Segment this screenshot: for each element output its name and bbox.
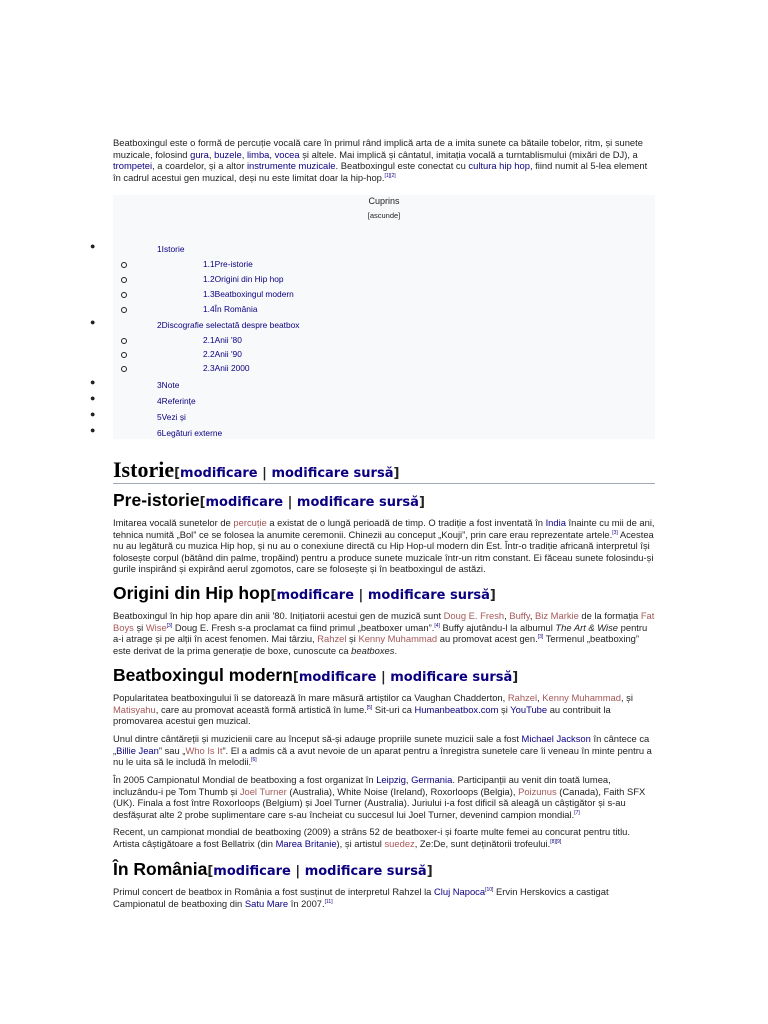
text: și: [346, 633, 359, 645]
text: , și: [620, 692, 633, 703]
toc-item-origini[interactable]: [203, 274, 284, 284]
paragraph-origini: [113, 610, 655, 656]
toc-number: 2.2: [203, 349, 215, 359]
toc-toggle[interactable]: [ascunde]: [367, 211, 401, 220]
edit-source-link[interactable]: modificare sursă: [390, 670, 513, 685]
text: ”. El a admis că a avut nevoie de un aparat pentru a înregistra sunetele care îi veneau în minte pentru a nu le uita să le includă în melodii.: [113, 744, 652, 768]
text: ), și artistul: [336, 837, 385, 849]
text: au promovat acest gen.: [437, 633, 538, 645]
toc-link[interactable]: Pre-istorie: [214, 259, 253, 269]
link-cluj-napoca[interactable]: Cluj Napoca: [434, 886, 486, 897]
toc-number: 3: [157, 380, 162, 390]
text: , fiind numit al 5-lea element în cadrul acestui gen muzical, deși nu este limitat doar la hip-hop.: [113, 160, 648, 183]
text: Imitarea vocală sunetelor de: [113, 517, 234, 528]
heading-divider: [113, 483, 655, 484]
reference[interactable]: [8][9]: [550, 838, 562, 845]
italic-term: beatboxes: [351, 644, 395, 656]
paragraph-modern-2: [113, 733, 655, 768]
separator: |: [354, 588, 368, 603]
link-satu-mare[interactable]: Satu Mare: [244, 897, 289, 909]
separator: |: [257, 466, 272, 481]
link-humanbeatbox[interactable]: Humanbeatbox.com: [414, 703, 499, 715]
edit-section: [293, 670, 518, 685]
bullet-icon: ●: [90, 377, 96, 387]
link-matisyahu[interactable]: Matisyahu: [113, 703, 156, 715]
link-rahzel[interactable]: Rahzel: [317, 633, 347, 645]
link-who-is-it[interactable]: Who Is It: [185, 744, 223, 756]
bracket: [: [292, 670, 299, 685]
circle-bullet-icon: [121, 262, 127, 268]
text: , Ze:De, sunt deținătorii trofeului.: [414, 837, 551, 849]
toc-number: 6: [157, 428, 162, 438]
bullet-icon: ●: [90, 317, 96, 327]
toc-number: 1: [157, 244, 162, 254]
edit-source-link[interactable]: modificare sursă: [367, 588, 490, 603]
toc-link[interactable]: Istorie: [161, 244, 185, 254]
reference[interactable]: [7]: [574, 809, 580, 816]
text: . Participanții au venit din toată lumea, incluzându-i pe Tom Thumb și: [113, 774, 611, 797]
circle-bullet-icon: [121, 277, 127, 283]
heading-beatboxingul-modern: [113, 664, 518, 689]
album-title: The Art & Wise: [555, 621, 619, 633]
link-joel-turner[interactable]: Joel Turner: [239, 785, 287, 797]
toc-link[interactable]: Referințe: [161, 396, 196, 406]
reference[interactable]: [3]: [166, 622, 173, 629]
link-gura[interactable]: gura: [190, 148, 209, 160]
text: ,: [208, 148, 215, 160]
link-fat-boys[interactable]: Fat Boys: [113, 610, 655, 633]
toc-item-modern[interactable]: [203, 289, 294, 299]
heading-origini: [113, 582, 496, 607]
circle-bullet-icon: [121, 307, 127, 313]
circle-bullet-icon: [121, 292, 127, 298]
link-youtube[interactable]: YouTube: [510, 703, 548, 715]
toc-item-note[interactable]: [157, 380, 179, 390]
text: ,: [537, 692, 543, 703]
bracket: ]: [512, 670, 519, 685]
text: . Beatboxingul este conectat cu: [335, 160, 469, 172]
intro-paragraph: [113, 137, 655, 183]
text: Unul dintre cântăreții și muzicienii care au început să-și adauge propriile sunete muzicii sale a fost: [113, 733, 522, 744]
toc-number: 1.2: [203, 274, 215, 284]
bracket: [: [207, 864, 214, 879]
text: ,: [529, 610, 536, 621]
toc-number: 1.3: [203, 289, 215, 299]
text: .: [394, 644, 398, 656]
edit-source-link[interactable]: modificare sursă: [304, 864, 427, 879]
separator: |: [283, 495, 297, 510]
toc-item-discografie[interactable]: [157, 320, 299, 330]
paragraph-romania: [113, 886, 655, 909]
text: a existat de o lungă perioadă de timp. O tradiție a fost inventată în: [266, 517, 546, 528]
circle-bullet-icon: [121, 338, 127, 344]
text: Primul concert de beatbox in România a fost susținut de interpretul Rahzel la: [113, 886, 435, 897]
text: ” sau „: [158, 744, 186, 756]
text: în 2007.: [288, 897, 325, 909]
text: pentru a-i atrage și pe alții în acest fenomen. Mai târziu,: [113, 621, 648, 645]
edit-source-link[interactable]: modificare sursă: [296, 495, 419, 510]
link-biz-markie[interactable]: Biz Markie: [535, 610, 579, 621]
bracket: [: [174, 466, 181, 481]
text: și: [133, 621, 146, 633]
edit-link[interactable]: modificare: [298, 670, 377, 685]
link-kenny-muhammad[interactable]: Kenny Muhammad: [542, 692, 621, 703]
text: au contribuit la promovarea acestui gen muzical.: [113, 703, 611, 727]
bracket: [: [270, 588, 277, 603]
text: și: [498, 703, 511, 715]
text: Ervin Herskovics a castigat Campionatul de beatboxing din: [113, 886, 609, 909]
text: în cântece ca „: [113, 733, 650, 756]
link-vocea[interactable]: vocea: [274, 148, 300, 160]
link-poizunus[interactable]: Poizunus: [518, 785, 557, 797]
text: Beatboxingul în hip hop apare din anii '80. Inițiatorii acestui gen de muzică sunt: [113, 610, 444, 621]
edit-section: [174, 466, 399, 481]
circle-bullet-icon: [121, 352, 127, 358]
text: Sit-uri ca: [372, 703, 415, 715]
toc-item-vezi-si[interactable]: [157, 412, 186, 422]
toc-item-legaturi-externe[interactable]: [157, 428, 222, 438]
toc-title: Cuprins: [368, 196, 400, 206]
heading-pre-istorie: [113, 489, 425, 514]
link-buzele[interactable]: buzele: [214, 148, 242, 160]
toc-link[interactable]: Anii '90: [214, 349, 242, 359]
toc-link[interactable]: Anii 2000: [214, 363, 250, 373]
toc-number: 5: [157, 412, 162, 422]
text: și altele. Mai implică și cântatul, imitația vocală a turntablismului (mixări de DJ), a: [299, 148, 638, 160]
bracket: ]: [393, 466, 400, 481]
toc-link[interactable]: Legături externe: [161, 428, 223, 438]
toc-link[interactable]: Origini din Hip hop: [214, 274, 284, 284]
link-kenny-muhammad[interactable]: Kenny Muhammad: [358, 633, 438, 645]
link-buffy[interactable]: Buffy: [509, 610, 530, 621]
link-wise[interactable]: Wise: [145, 621, 167, 633]
link-germania[interactable]: Germania: [411, 774, 453, 785]
link-instrumente-muzicale[interactable]: instrumente muzicale: [246, 160, 336, 172]
edit-link[interactable]: modificare: [205, 495, 284, 510]
bracket: ]: [489, 588, 496, 603]
bracket: ]: [418, 495, 425, 510]
link-michael-jackson[interactable]: Michael Jackson: [521, 733, 591, 744]
link-rahzel[interactable]: Rahzel: [507, 692, 538, 703]
paragraph-modern-3: [113, 774, 655, 820]
circle-bullet-icon: [121, 366, 127, 372]
text: de la formația: [578, 610, 641, 621]
link-trompetei[interactable]: trompetei: [113, 160, 153, 172]
reference[interactable]: [5]: [366, 704, 373, 711]
heading-text: Beatboxingul modern: [113, 665, 293, 685]
paragraph-pre-istorie: [113, 517, 655, 575]
text: Recent, un campionat mondial de beatboxing (2009) a strâns 52 de beatboxer-i și foarte multe femei au concurat pentru titlu. Artista câștigătoare a fost Bellatrix (din: [113, 826, 630, 849]
reference[interactable]: [1][2]: [384, 172, 396, 179]
toc-number: 1.4: [203, 304, 215, 314]
reference[interactable]: [4]: [434, 622, 440, 629]
edit-section: [200, 495, 425, 510]
toc-item-anii-2000[interactable]: [203, 363, 250, 373]
toc-item-istorie[interactable]: [157, 244, 184, 254]
text: , care au promovat această formă artistică în lume.: [155, 703, 367, 715]
heading-text: Istorie: [113, 457, 175, 482]
text: Popularitatea beatboxingului îi se datorează în mare măsură artiștilor ca Vaughan Chadderton,: [113, 692, 508, 703]
text: înainte cu mii de ani, tehnica numită „Bol” ce se folosea la anumite ceremonii. Chinezii au conceput „Kouji”, prin care erau reprezentate artele.: [113, 517, 655, 540]
toc-item-anii-80[interactable]: [203, 335, 242, 345]
link-doug-e-fresh[interactable]: Doug E. Fresh: [443, 610, 505, 621]
toc-item-romania[interactable]: [203, 304, 257, 314]
separator: |: [376, 670, 391, 685]
link-billie-jean[interactable]: Billie Jean: [116, 744, 159, 756]
link-percutie[interactable]: percuție: [233, 517, 267, 528]
text: (Canada), Faith SFX (UK). Finala a fost între Roxorloops (Belgium) și Joel Turner (Australia). Juriului i-a fost dificil să aleagă un câștigător și s-au desfășurat alte 2 probe suplimentare care s-au încheiat cu succesul lui Joel Turner, devenind campion mondial.: [113, 785, 646, 820]
heading-text: În România: [113, 859, 208, 879]
link-india[interactable]: India: [545, 517, 566, 528]
toc-number: 1.1: [203, 259, 215, 269]
text: Termenul „beatboxing” este derivat de la prima generație de boxe, cunoscute ca: [113, 633, 639, 656]
heading-in-romania: [113, 858, 433, 883]
reference[interactable]: [3]: [612, 529, 618, 536]
link-marea-britanie[interactable]: Marea Britanie: [275, 837, 337, 849]
edit-link[interactable]: modificare: [213, 864, 291, 879]
edit-link[interactable]: modificare: [276, 588, 355, 603]
toc-link[interactable]: Vezi și: [161, 412, 186, 422]
link-suedez[interactable]: suedez: [384, 837, 415, 849]
text: ,: [241, 148, 247, 160]
bullet-icon: ●: [90, 409, 96, 419]
toc-number: 2.3: [203, 363, 215, 373]
toc-number: 2: [157, 320, 162, 330]
edit-source-link[interactable]: modificare sursă: [271, 466, 394, 481]
edit-section: [270, 588, 495, 603]
heading-text: Origini din Hip hop: [113, 583, 271, 603]
separator: |: [290, 864, 305, 879]
text: Beatboxingul este o formă de percuție vocală care în primul rând implică arta de a imita sunete ca bătaile tobelor, ritm, și sunete muzicale, folosind: [113, 137, 643, 160]
edit-section: [207, 864, 432, 879]
bracket: ]: [426, 864, 433, 879]
reference[interactable]: [10]: [485, 886, 494, 893]
reference[interactable]: [6]: [251, 757, 257, 764]
toc-number: 4: [157, 396, 162, 406]
bullet-icon: ●: [90, 241, 96, 251]
bullet-icon: ●: [90, 425, 96, 435]
toc-link[interactable]: Beatboxingul modern: [214, 289, 294, 299]
text: ,: [405, 774, 412, 785]
paragraph-modern-4: [113, 826, 655, 849]
link-limba[interactable]: limba: [246, 148, 270, 160]
toc-item-anii-90[interactable]: [203, 349, 242, 359]
toc-item-pre-istorie[interactable]: [203, 259, 253, 269]
heading-text: Pre-istorie: [113, 490, 200, 510]
text: Acestea nu au legătură cu muzica Hip hop, și nu au o conexiune directă cu Hip Hop-ul modern din Est. Într-o tradiție africană interpretul își folosește corpul (bătând din palme, tropăind) pentru a produce sunete muzicale într-un ritm constant. Ei făceau sunete folosindu-și gurile inspirând și expirând aerul zgomotos, care se folosește și în beatboxingul de astăzi.: [113, 528, 654, 575]
text: ,: [504, 610, 510, 621]
edit-link[interactable]: modificare: [180, 466, 258, 481]
bracket: [: [199, 495, 206, 510]
link-cultura-hip-hop[interactable]: cultura hip hop: [468, 160, 530, 172]
toc-link[interactable]: Discografie selectată despre beatbox: [161, 320, 300, 330]
text: (Australia), White Noise (Ireland), Roxorloops (Belgia),: [286, 785, 519, 797]
text: ,: [269, 148, 275, 160]
toc-number: 2.1: [203, 335, 215, 345]
text: Buffy ajutându-l la albumul: [439, 621, 556, 633]
toc-link[interactable]: Anii '80: [214, 335, 242, 345]
reference[interactable]: [11]: [324, 898, 333, 905]
text: , a coardelor, și a altor: [152, 160, 247, 172]
toc-link[interactable]: Note: [161, 380, 180, 390]
text: Doug E. Fresh s-a proclamat ca fiind primul „beatboxer uman”.: [172, 621, 435, 633]
toc-link[interactable]: În România: [214, 304, 258, 314]
text: În 2005 Campionatul Mondial de beatboxing a fost organizat în: [113, 774, 377, 785]
paragraph-modern-1: [113, 692, 655, 727]
link-leipzig[interactable]: Leipzig: [376, 774, 406, 785]
toc-item-referinte[interactable]: [157, 396, 196, 406]
bullet-icon: ●: [90, 393, 96, 403]
reference[interactable]: [3]: [537, 634, 544, 641]
